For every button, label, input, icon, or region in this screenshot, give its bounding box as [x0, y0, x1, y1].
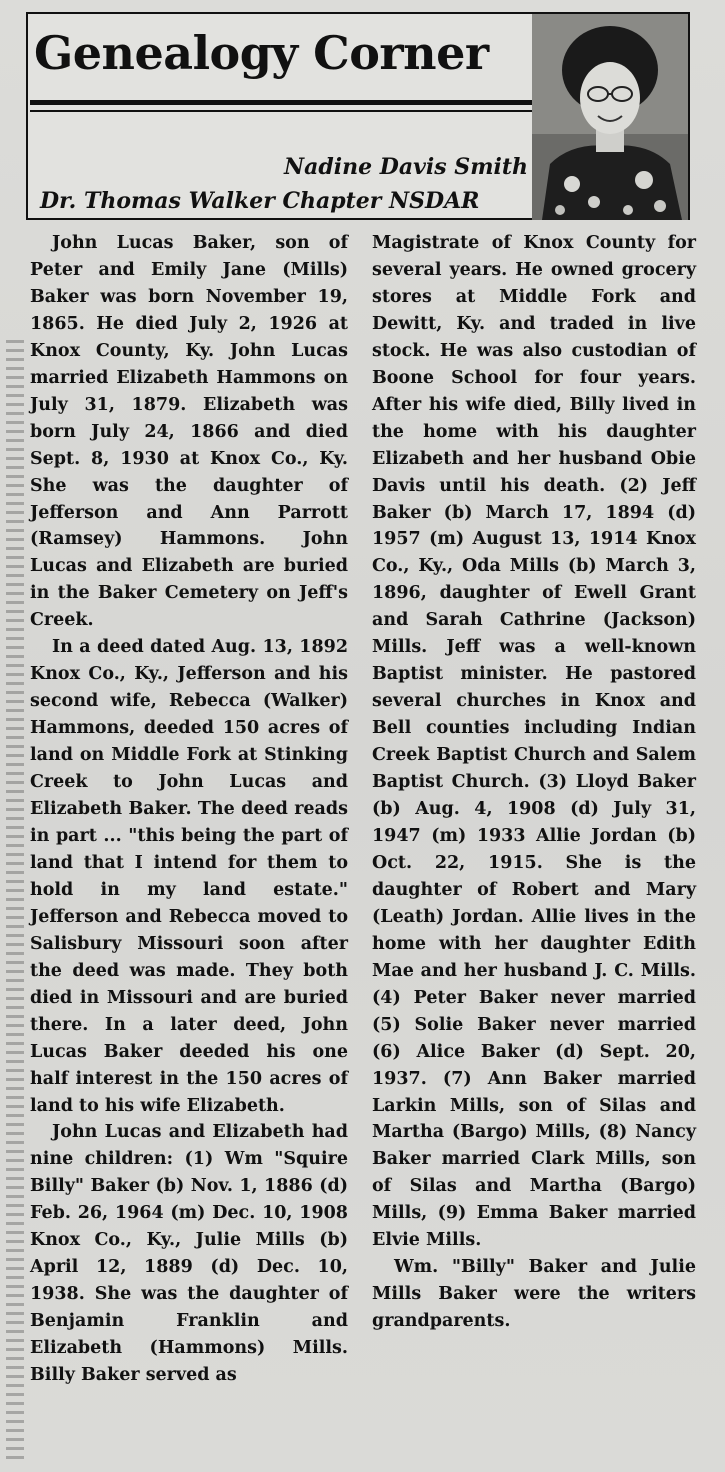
author-portrait-icon	[532, 14, 688, 220]
chapter-name: Dr. Thomas Walker Chapter NSDAR	[40, 188, 480, 214]
column-title: Genealogy Corner	[34, 26, 489, 80]
article-paragraph: In a deed dated Aug. 13, 1892 Knox Co., Ky., Jefferson and his second wife, Rebecca (Walker) Hammons, deeded 150 acres of land on Middle Fork at Stinking Creek to John Lucas and Elizabeth Baker. The deed reads in part ... "this being the part of land that I intend for them to hold in my land estate." Jefferson and Rebecca moved to Salisbury Missouri soon after the deed was made. They both died in Missouri and are buried there. In a later deed, John Lucas Baker deeded his one half interest in the 150 acres of land to his wife Elizabeth.	[30, 637, 348, 1116]
header-rule-thick	[30, 100, 538, 105]
article-column-left	[30, 230, 348, 1389]
article-paragraph: John Lucas and Elizabeth had nine children: (1) Wm "Squire Billy" Baker (b) Nov. 1, 1886 (d) Feb. 26, 1964 (m) Dec. 10, 1908 Knox Co., Ky., Julie Mills (b) April 12, 1889 (d) Dec. 10, 1938. She was the daughter of Benjamin Franklin and Elizabeth (Hammons) Mills. Billy Baker served as	[30, 1122, 348, 1386]
column-header	[26, 12, 690, 220]
author-photo	[532, 14, 688, 220]
header-rule-thin	[30, 110, 538, 112]
article-paragraph: John Lucas Baker, son of Peter and Emily Jane (Mills) Baker was born November 19, 1865. He died July 2, 1926 at Knox County, Ky. John Lucas married Elizabeth Hammons on July 31, 1879. Elizabeth was born July 24, 1866 and died Sept. 8, 1930 at Knox Co., Ky. She was the daughter of Jefferson and Ann Parrott (Ramsey) Hammons. John Lucas and Elizabeth are buried in the Baker Cemetery on Jeff's Creek.	[30, 233, 348, 631]
article-paragraph: Magistrate of Knox County for several years. He owned grocery stores at Middle Fork and Dewitt, Ky. and traded in live stock. He was also custodian of Boone School for four years. After his wife died, Billy lived in the home with his daughter Elizabeth and her husband Obie Davis until his death. (2) Jeff Baker (b) March 17, 1894 (d) 1957 (m) August 13, 1914 Knox Co., Ky., Oda Mills (b) March 3, 1896, daughter of Ewell Grant and Sarah Cathrine (Jackson) Mills. Jeff was a well-known Baptist minister. He pastored several churches in Knox and Bell counties including Indian Creek Baptist Church and Salem Baptist Church. (3) Lloyd Baker (b) Aug. 4, 1908 (d) July 31, 1947 (m) 1933 Allie Jordan (b) Oct. 22, 1915. She is the daughter of Robert and Mary (Leath) Jordan. Allie lives in the home with her daughter Edith Mae and her husband J. C. Mills. (4) Peter Baker never married (5) Solie Baker never married (6) Alice Baker (d) Sept. 20, 1937. (7) Ann Baker married Larkin Mills, son of Silas and Martha (Bargo) Mills, (8) Nancy Baker married Clark Mills, son of Silas and Martha (Bargo) Mills, (9) Emma Baker married Elvie Mills.	[372, 233, 696, 1251]
binding-edge	[6, 340, 24, 1460]
article-paragraph: Wm. "Billy" Baker and Julie Mills Baker were the writers grandparents.	[372, 1257, 696, 1332]
author-name: Nadine Davis Smith	[284, 154, 528, 180]
article-column-right	[372, 230, 696, 1335]
